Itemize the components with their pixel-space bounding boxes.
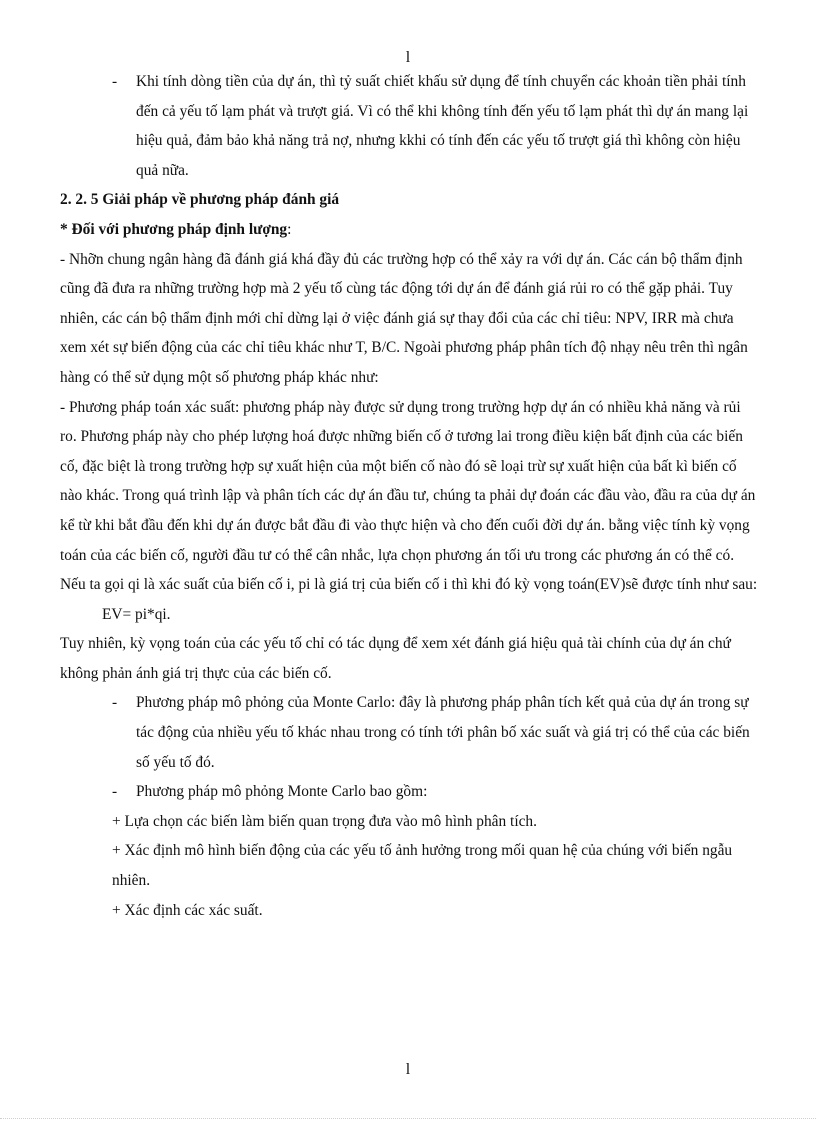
page-bottom-divider xyxy=(0,1118,816,1119)
bullet-monte-carlo xyxy=(60,688,760,777)
sub-heading-colon: : xyxy=(287,220,292,238)
page-number-top: l xyxy=(405,49,411,66)
plus-item-3: + Xác định các xác suất. xyxy=(112,901,263,919)
bullet-dash: - xyxy=(112,73,118,90)
bullet-text: Phương pháp mô phỏng của Monte Carlo: đây là phương pháp phân tích kết quả của dự án trong sự tác động của nhiều yếu tố khác nhau trong có tính tới phân bố xác suất và giá trị có thể của các biến số yếu tố đó. xyxy=(136,694,750,771)
plus-item-1: + Lựa chọn các biến làm biến quan trọng đưa vào mô hình phân tích. xyxy=(112,812,537,830)
paragraph-2: - Phương pháp toán xác suất: phương pháp này được sử dụng trong trường hợp dự án có nhiều khả năng và rủi ro. Phương pháp này cho phép lượng hoá được những biến cố ở tương lai trong điều kiện bất định của các biến cố, đặc biệt là trong trường hợp sự xuất hiện của một biến cố nào đó sẽ loại trừ sự xuất hiện của bất kì biến cố nào khác. Trong quá trình lập và phân tích các dự án đầu tư, chúng ta phải dự đoán các đầu vào, đầu ra của dự án kể từ khi bắt đầu đến khi dự án được bắt đầu đi vào thực hiện và cho đến cuối đời dự án. bằng việc tính kỳ vọng toán của các biến cố, người đầu tư có thể cân nhắc, lựa chọn phương án tối ưu trong các phương án có thể có. Nếu ta gọi qi là xác suất của biến cố i, pi là giá trị của biến cố i thì khi đó kỳ vọng toán(EV)sẽ được tính như sau: xyxy=(60,398,758,594)
sub-heading-line xyxy=(60,215,760,245)
paragraph-1: - Nhỡn chung ngân hàng đã đánh giá khá đầy đủ các trường hợp có thể xảy ra với dự án. Các cán bộ thẩm định cũng đã đưa ra những trường hợp mà 2 yếu tố cùng tác động tới dự án để đánh giá rủi ro có thể gặp phải. Tuy nhiên, các cán bộ thẩm định mới chỉ dừng lại ở việc đánh giá sự thay đổi của các chỉ tiêu: NPV, IRR mà chưa xem xét sự biến động của các chỉ tiêu khác như T, B/C. Ngoài phương pháp phân tích độ nhạy nêu trên thì ngân hàng có thể sử dụng một số phương pháp khác như: xyxy=(60,250,748,386)
page-number-bottom: l xyxy=(405,1061,411,1078)
section-heading: 2. 2. 5 Giải pháp về phương pháp đánh giá xyxy=(60,191,340,209)
document-body xyxy=(60,67,760,925)
intro-bullet xyxy=(60,67,760,185)
bullet-monte-carlo-steps xyxy=(60,777,760,807)
bullet-text: Khi tính dòng tiền của dự án, thì tỷ suất chiết khấu sử dụng để tính chuyển các khoản tiền phải tính đến cả yếu tố lạm phát và trượt giá. Vì có thể khi không tính đến yếu tố lạm phát thì dự án mang lại hiệu quả, đảm bảo khả năng trả nợ, nhưng kkhi có tính đến các yếu tố trượt giá thì không còn hiệu quả nữa. xyxy=(136,73,749,179)
formula-ev: EV= pi*qi. xyxy=(102,605,171,623)
paragraph-3: Tuy nhiên, kỳ vọng toán của các yếu tố chỉ có tác dụng để xem xét đánh giá hiệu quả tài chính của dự án chứ không phản ánh giá trị thực của các biến cố. xyxy=(60,635,731,682)
bullet-dash: - xyxy=(112,694,118,712)
bullet-text: Phương pháp mô phỏng Monte Carlo bao gồm: xyxy=(136,783,428,801)
bullet-dash: - xyxy=(112,783,118,801)
plus-item-2: + Xác định mô hình biến động của các yếu tố ảnh hưởng trong mối quan hệ của chúng với biến ngẫu nhiên. xyxy=(112,842,733,890)
sub-heading: * Đối với phương pháp định lượng xyxy=(60,220,288,238)
